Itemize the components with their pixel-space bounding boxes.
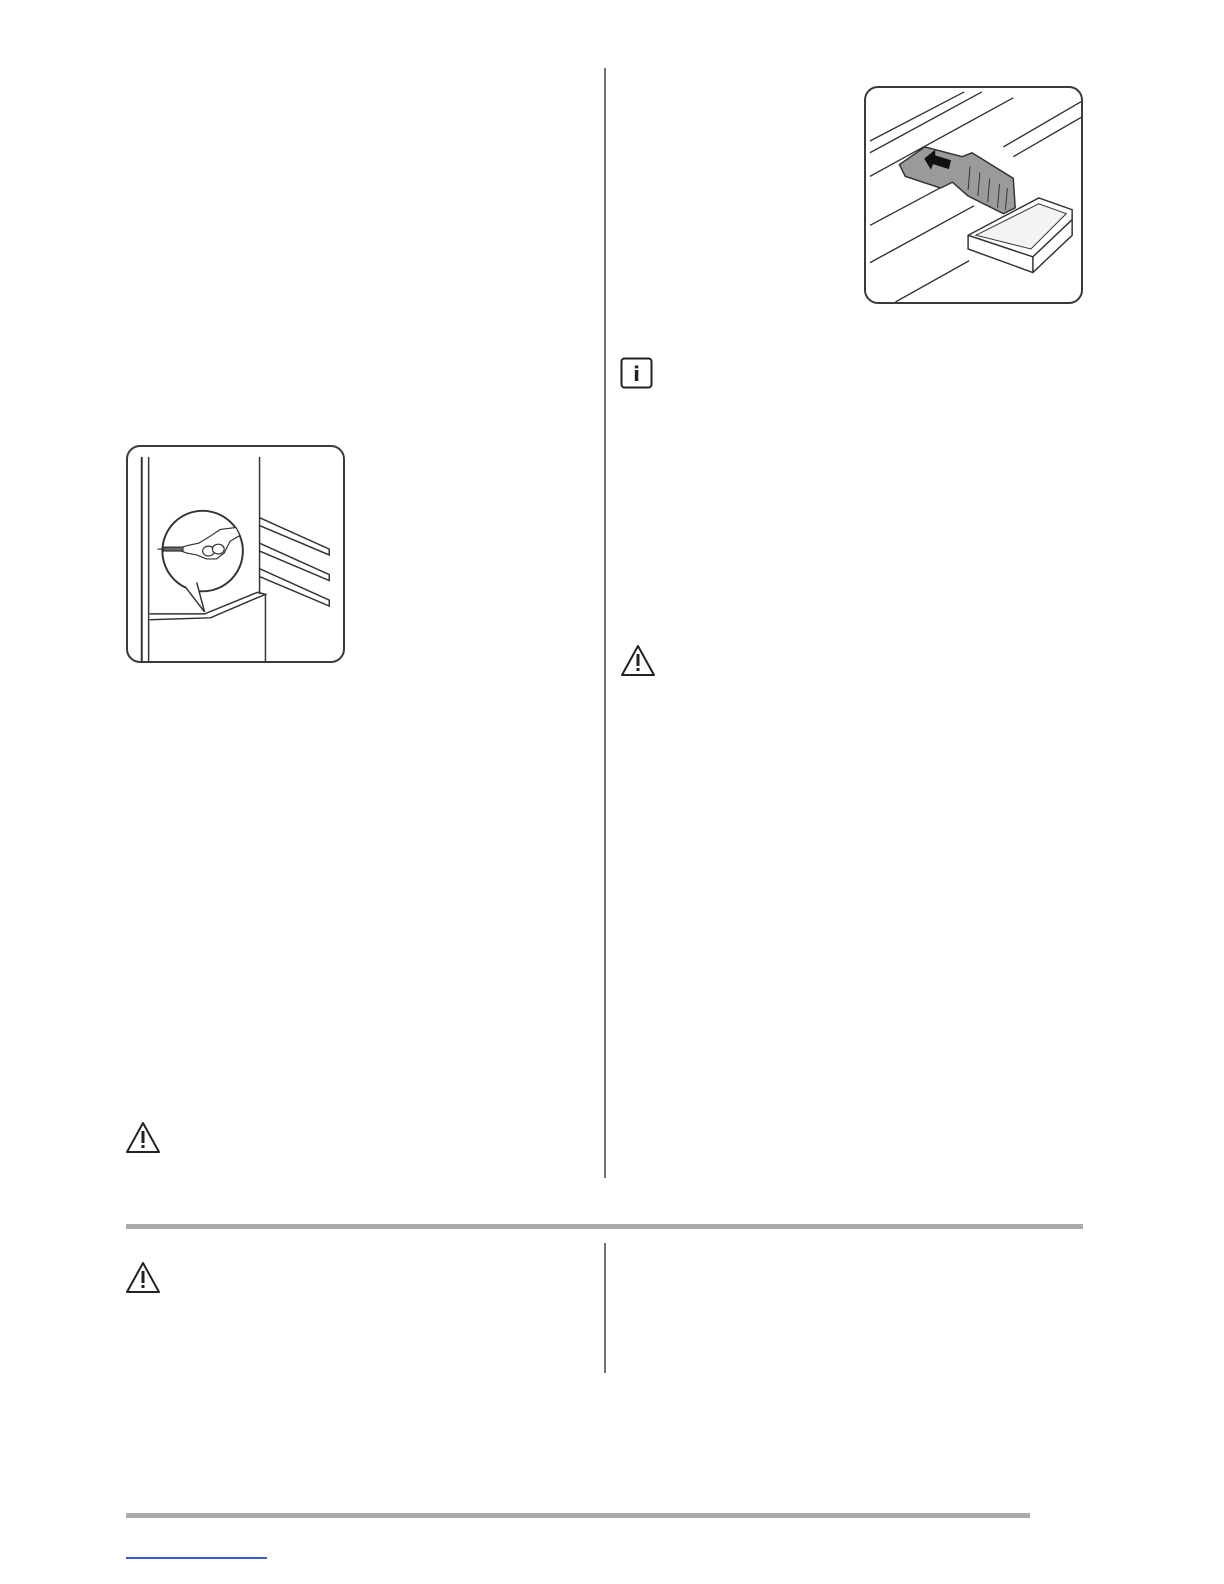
door-hinge-screw-illustration [126, 445, 345, 663]
warning-icon [125, 1261, 161, 1294]
drain-channel-cleaner-illustration [864, 86, 1083, 304]
drain-channel-svg [866, 88, 1081, 302]
footer-link-underline[interactable] [126, 1557, 267, 1559]
column-divider-top [604, 68, 606, 1178]
column-divider-bottom [604, 1243, 606, 1373]
svg-text:i: i [633, 362, 640, 386]
warning-icon [125, 1121, 161, 1154]
door-hinge-svg [128, 447, 343, 661]
info-icon [620, 357, 653, 389]
section-separator-rule [126, 1224, 1083, 1229]
footer-rule [126, 1513, 1030, 1518]
warning-icon [620, 644, 656, 677]
